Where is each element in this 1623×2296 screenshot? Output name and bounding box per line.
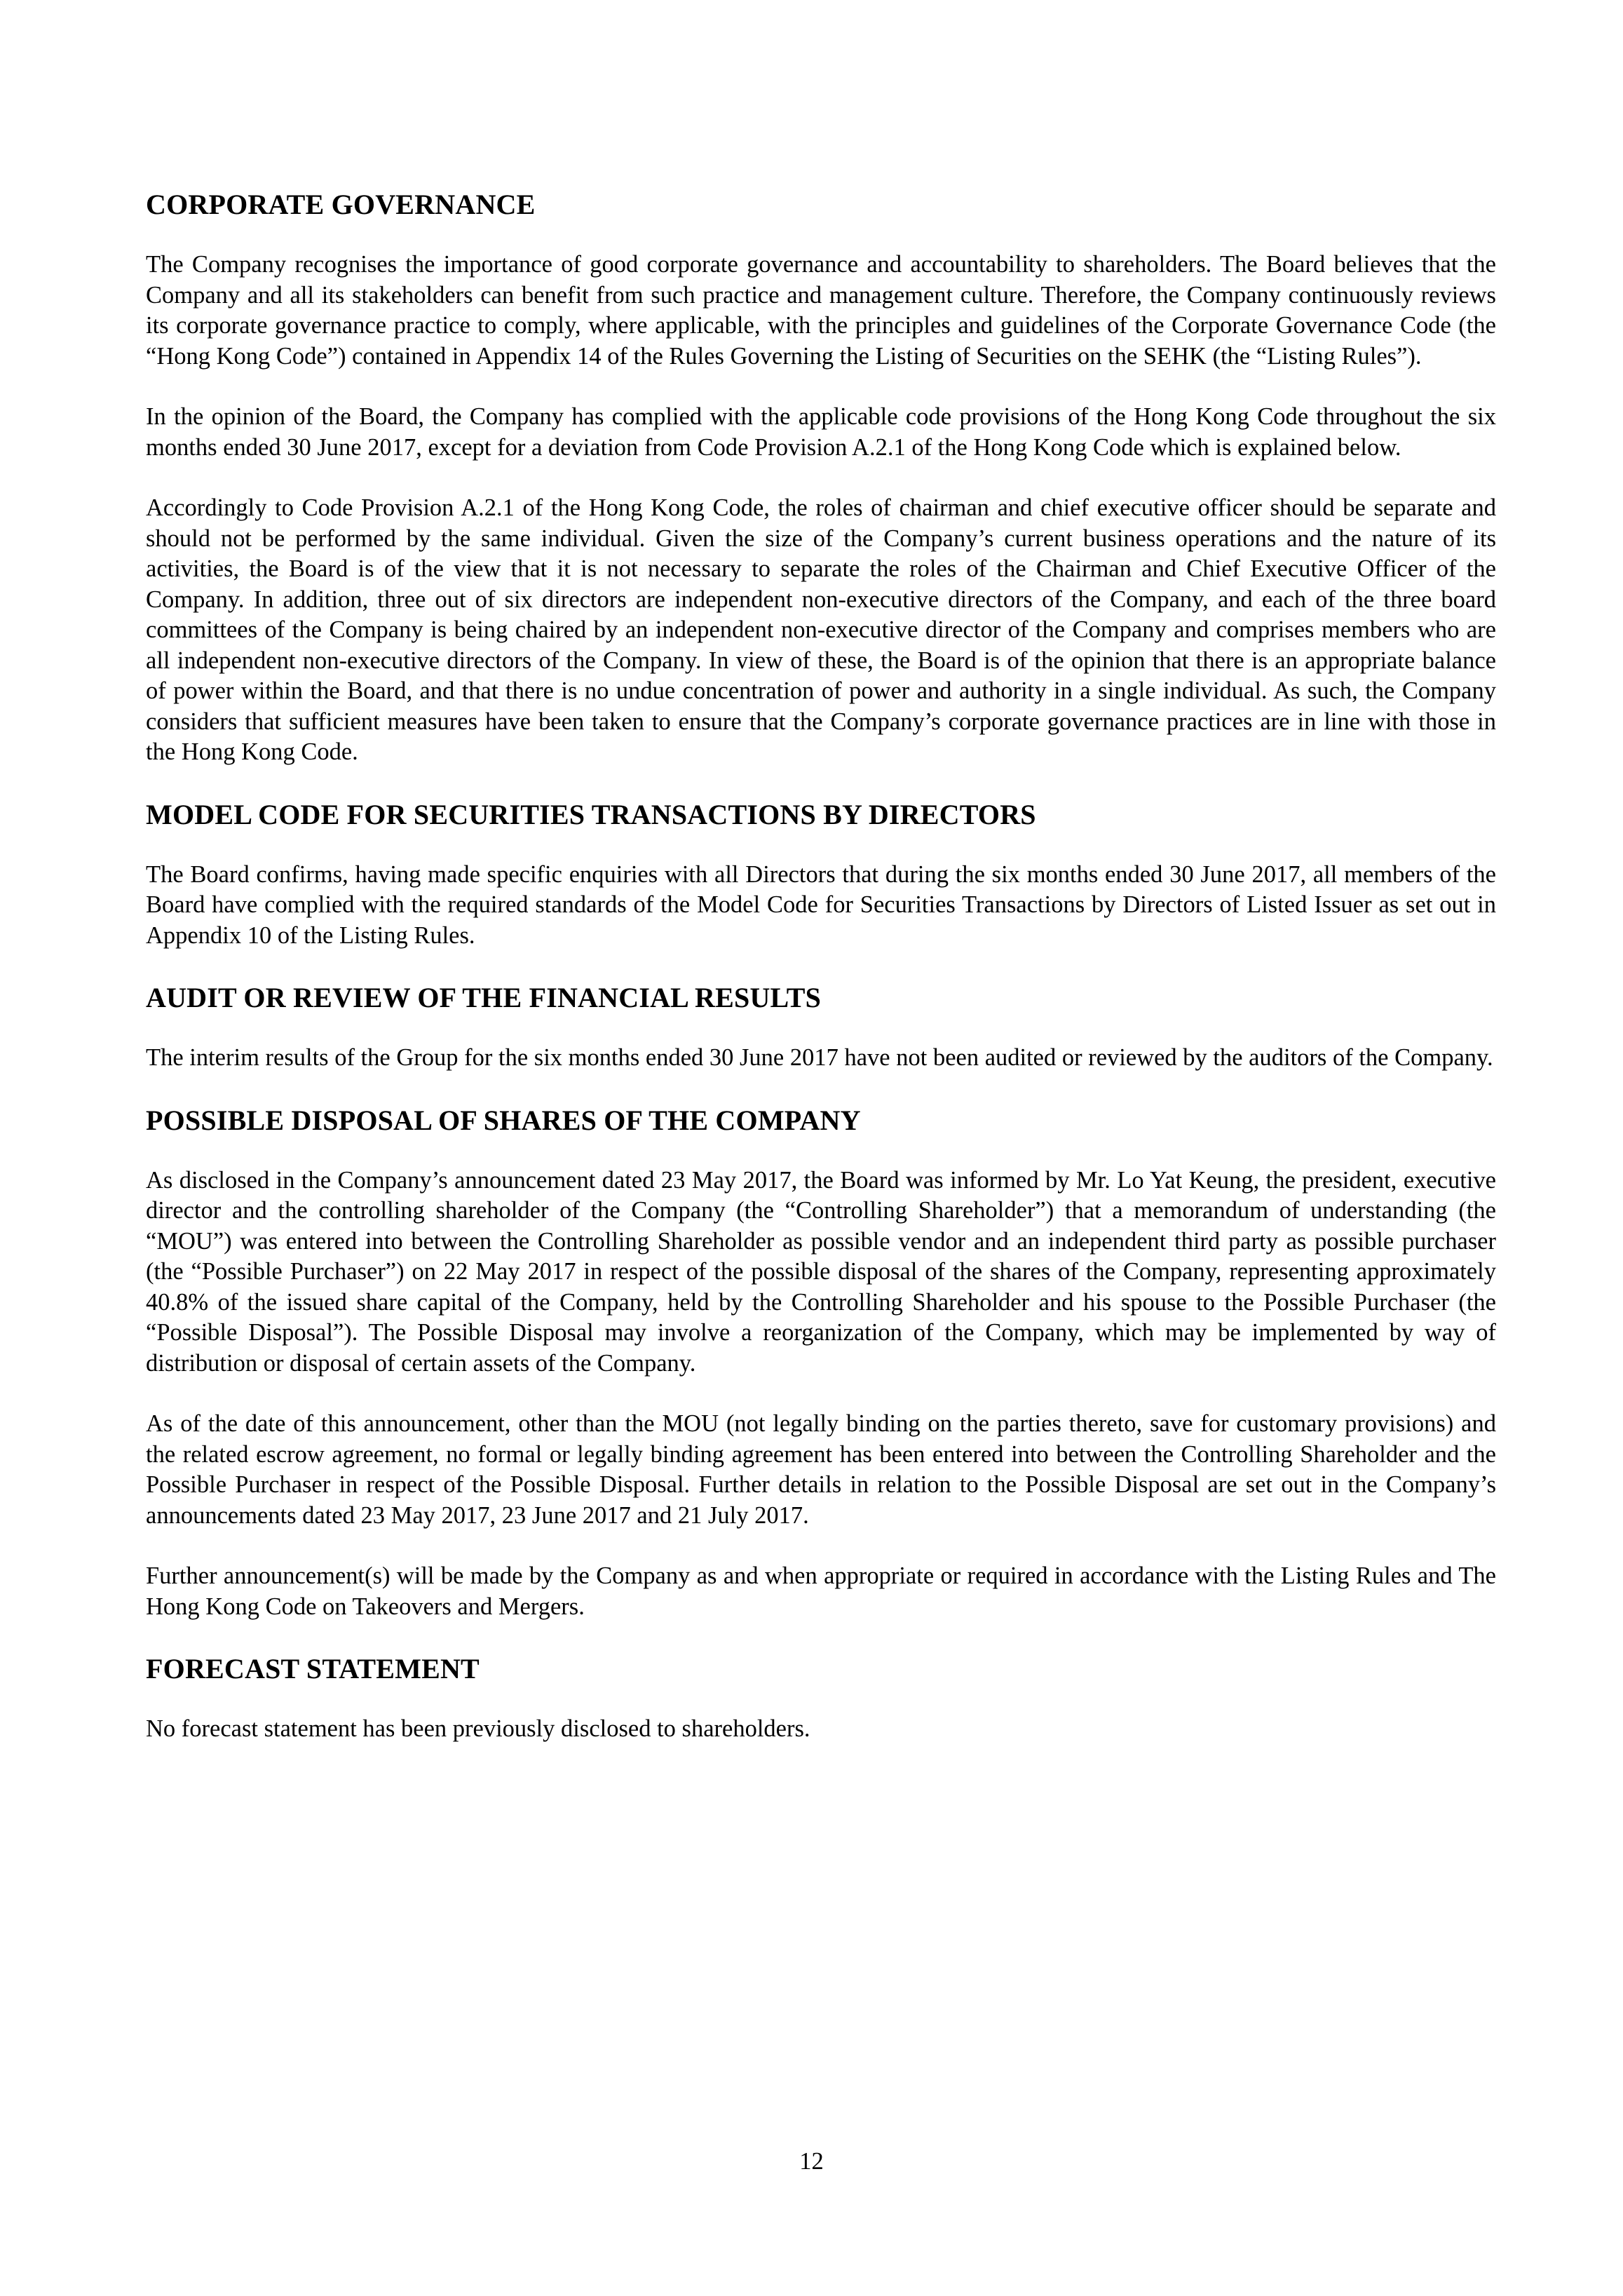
page-number: 12 [799,2148,824,2175]
section-model-code [146,798,1496,952]
section-heading: CORPORATE GOVERNANCE [146,189,536,220]
paragraph: In the opinion of the Board, the Company has complied with the applicable code provisions of the Hong Kong Code throughout the six months ended 30 June 2017, except for a deviation from Code Provision A.2.1 of the Hong Kong Code which is explained below. [146,403,1496,461]
section-heading: MODEL CODE FOR SECURITIES TRANSACTIONS BY DIRECTORS [146,798,1036,830]
paragraph: Further announcement(s) will be made by the Company as and when appropriate or required in accordance with the Listing Rules and The Hong Kong Code on Takeovers and Mergers. [146,1562,1496,1620]
paragraph: No forecast statement has been previously disclosed to shareholders. [146,1715,810,1742]
section-heading: AUDIT OR REVIEW OF THE FINANCIAL RESULTS [146,982,822,1013]
paragraph: As disclosed in the Company’s announcement dated 23 May 2017, the Board was informed by Mr. Lo Yat Keung, the president, executive director and the controlling shareholder of the Company (the “Controlling Shareholder”) that a memorandum of understanding (the “MOU”) was entered into between the Controlling Shareholder as possible vendor and an independent third party as possible purchaser (the “Possible Purchaser”) on 22 May 2017 in respect of the possible disposal of the shares of the Company, representing approximately 40.8% of the issued share capital of the Company, held by the Controlling Shareholder and his spouse to the Possible Purchaser (the “Possible Disposal”). The Possible Disposal may involve a reorganization of the Company, which may be implemented by way of distribution or disposal of certain assets of the Company. [146,1166,1496,1377]
section-possible-disposal [146,1104,1496,1623]
section-heading: FORECAST STATEMENT [146,1653,480,1684]
document-page [146,188,1496,1775]
paragraph: The interim results of the Group for the six months ended 30 June 2017 have not been audited or reviewed by the auditors of the Company. [146,1044,1493,1071]
section-audit-review [146,981,1496,1074]
paragraph: The Board confirms, having made specific enquiries with all Directors that during the six months ended 30 June 2017, all members of the Board have complied with the required standards of the Model Code for Securities Transactions by Directors of Listed Issuer as set out in Appendix 10 of the Listing Rules. [146,860,1496,949]
paragraph: As of the date of this announcement, other than the MOU (not legally binding on the parties thereto, save for customary provisions) and the related escrow agreement, no formal or legally binding agreement has been entered into between the Controlling Shareholder and the Possible Purchaser in respect of the Possible Disposal. Further details in relation to the Possible Disposal are set out in the Company’s announcements dated 23 May 2017, 23 June 2017 and 21 July 2017. [146,1410,1496,1529]
section-corporate-governance [146,188,1496,768]
section-forecast-statement [146,1652,1496,1745]
paragraph: The Company recognises the importance of good corporate governance and accountability to shareholders. The Board believes that the Company and all its stakeholders can benefit from such practice and management culture. Therefore, the Company continuously reviews its corporate governance practice to comply, where applicable, with the principles and guidelines of the Corporate Governance Code (the “Hong Kong Code”) contained in Appendix 14 of the Rules Governing the Listing of Securities on the SEHK (the “Listing Rules”). [146,251,1496,370]
paragraph: Accordingly to Code Provision A.2.1 of the Hong Kong Code, the roles of chairman and chief executive officer should be separate and should not be performed by the same individual. Given the size of the Company’s current business operations and the nature of its activities, the Board is of the view that it is not necessary to separate the roles of the Chairman and Chief Executive Officer of the Company. In addition, three out of six directors are independent non-executive directors of the Company, and each of the three board committees of the Company is being chaired by an independent non-executive director of the Company and comprises members who are all independent non-executive directors of the Company. In view of these, the Board is of the opinion that there is an appropriate balance of power within the Board, and that there is no undue concentration of power and authority in a single individual. As such, the Company considers that sufficient measures have been taken to ensure that the Company’s corporate governance practices are in line with those in the Hong Kong Code. [146,494,1496,765]
section-heading: POSSIBLE DISPOSAL OF SHARES OF THE COMPANY [146,1104,861,1136]
